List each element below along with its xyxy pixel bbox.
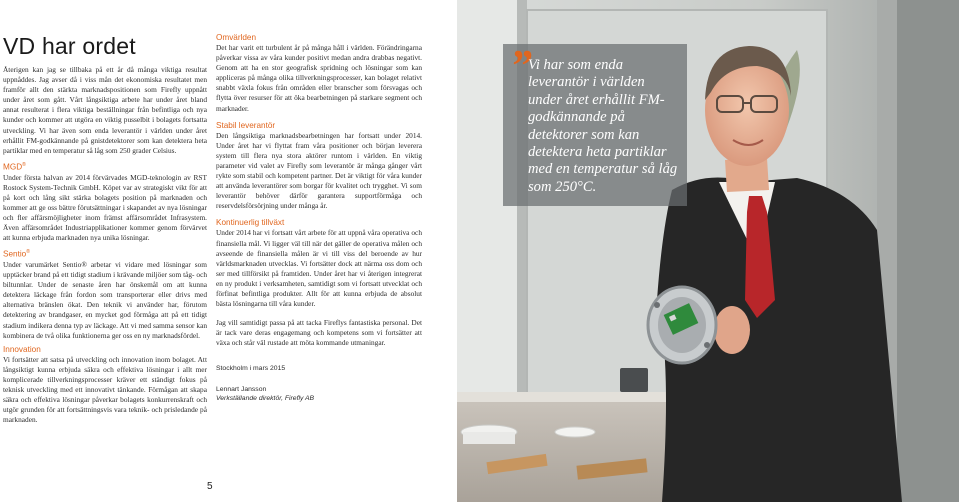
closing-paragraph: Jag vill samtidigt passa på att tacka Fireflys fantastiska personal. Det är tack vare deras engagemang och kompetens som vi fortsätter att växa och står väl rustade att möta kommande utmaningar. bbox=[216, 318, 422, 348]
section-text-sentio: Under varumärket Sentio® arbetar vi vidare med lösningar som upptäcker brand på ett tidigt stadium i krävande miljöer som tåg- och biltunnlar. Under de senaste åren har önskemål om att kunna detektera läckage från fordon som transporterar eller drivs med alternativa bränslen ökat. Den teknik vi använder har, förutom detektering av brandgaser, en mycket god förmåga att på ett tidigt stadium indikera denna typ av läckage. Att vi med samma sensor kan kombinera de två olika funktionerna ger oss en ny marknadsfördel. bbox=[3, 259, 207, 340]
section-text-tillvaxt: Under 2014 har vi fortsatt vårt arbete för att uppnå våra operativa och finansiella mål. Vi ligger väl till när det gäller de operativa målen och avseende de finansiella målen är vi till viss del beroende av hur världsmarknaden utvecklas. Vi fortsätter dock att närma oss dom och ser med tillförsikt på framtiden. Under året har vi återigen integrerat en ny produkt i verksamheten, samtidigt som vi fortsatt utvecklat och förfinat befintliga produkter. Allt för att kunna erbjuda de absolut bästa lösningarna till våra kunder. bbox=[216, 228, 422, 309]
section-heading-sentio: Sentio® bbox=[3, 249, 30, 259]
right-wall bbox=[897, 0, 959, 502]
left-column bbox=[3, 0, 207, 425]
wall-switch bbox=[620, 368, 648, 392]
middle-column bbox=[216, 0, 422, 403]
section-text-mgd: Under första halvan av 2014 förvärvades MGD-teknologin av RST Rostock System-Technik GmbH. Köpet var av strategiskt vikt för att på kort och lång sikt stärka bolagets position på marknaden och kommer att ge oss bättre förutsättningar i skapandet av nya lösningar och fler affärsmöjligheter inom främst affärsområdet Infrasystem. Även affärsområdet Industriapplikationer kommer genom förvärvet att kunna erbjuda marknaden nya unika lösningar. bbox=[3, 172, 207, 243]
pull-quote: Vi har som enda leverantör i världen under året erhållit FM-godkännande på detektorer som kan detektera heta partiklar med en temperatur så låg som 250°C. bbox=[528, 57, 678, 195]
right-hand bbox=[714, 306, 750, 354]
quote-mark-icon: ” bbox=[510, 41, 532, 90]
section-heading-stabil: Stabil leverantör bbox=[216, 120, 276, 130]
page-title: VD har ordet bbox=[3, 33, 136, 59]
section-text-omvarlden: Det har varit ett turbulent år på många håll i världen. Förändringarna påverkar vissa av våra kunder positivt medan andra drabbas negativt. Genom att ha en stor geografisk spridning och lösningar som kan appliceras på många olika tillverkningsprocesser, kan bolaget relativt snabbt växla fokus från områden eller branscher som försvagas och flytta över resurser för att öka bearbetningen på starkare segment och marknader. bbox=[216, 43, 422, 113]
intro-paragraph: Återigen kan jag se tillbaka på ett år då många viktiga resultat uppnåddes. Jag avser då i viss mån det ekonomiska resultatet men framför allt den stärkta marknadspositionen som Firefly uppnått under året som gått. Vårt långsiktiga arbete har under året bland annat resulterat i flera viktiga beställningar från befintliga och nya kunder och kommer att utgöra en viktig pusselbit i bolagets fortsatta utveckling. Vi har även som enda leverantör i världen under året erhållit FM-godkännande på gnistdetektorer som kan detektera heta partiklar med en temperatur så låg som 250 grader Celsius. bbox=[3, 65, 207, 155]
section-text-innovation: Vi fortsätter att satsa på utveckling och innovation inom bolaget. Att långsiktigt kunna erbjuda säkra och effektiva lösningar i allt mer komplicerade tillverkningsprocesser kräver ett ständigt fokus på teknisk utveckling med ett innovativt tänkande. Förmågan att skapa säkra och effektiva lösningar påverkar bolagets konkurrenskraft och utgör grunden för att fortsättningsvis vara teknik- och prisledande på marknaden. bbox=[3, 354, 207, 425]
page-number: 5 bbox=[207, 481, 213, 492]
section-heading-innovation: Innovation bbox=[3, 344, 41, 354]
section-heading-tillvaxt: Kontinuerlig tillväxt bbox=[216, 218, 285, 228]
section-text-stabil: Den långsiktiga marknadsbearbetningen har fortsatt under 2014. Under året har vi flyttat fram våra positioner och början leverera system till flera nya stora aktörer runtom i världen. En viktig parameter vid valet av Firefly som leverantör är många gånger vårt rykte som stabil och kompetent partner. Det är viktigt för våra kunder att använda leverantörer som borgar för kvalitet och trygghet. Vi som leverantör behöver därför garantera supportförmåga och reservdelsförsörjning under många år. bbox=[216, 130, 422, 211]
section-heading-omvarlden: Omvärlden bbox=[216, 33, 257, 42]
signature-name: Lennart Jansson bbox=[216, 386, 267, 394]
signature-role: Verkställande direktör, Firefly AB bbox=[216, 395, 315, 403]
section-heading-mgd: MGD® bbox=[3, 161, 26, 172]
signature-date: Stockholm i mars 2015 bbox=[216, 365, 286, 373]
